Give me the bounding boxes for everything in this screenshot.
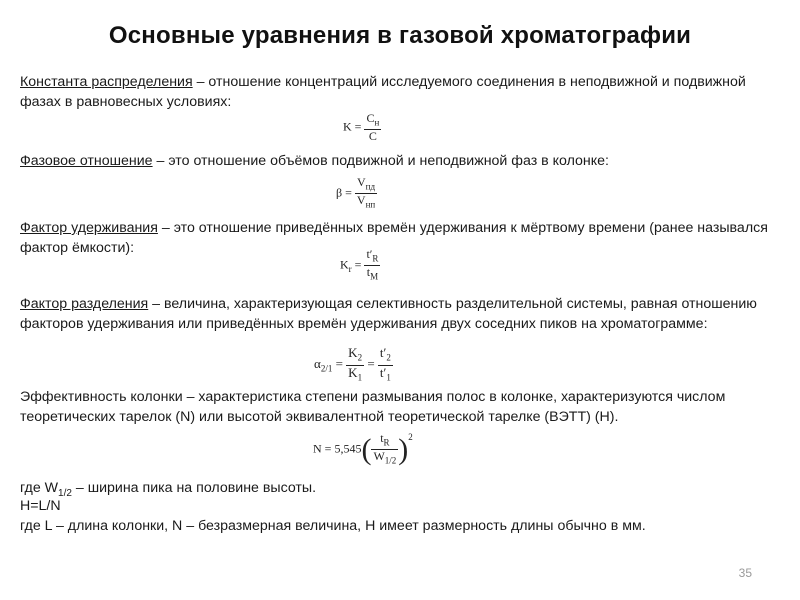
left-bracket-glyph: ( [361, 432, 372, 466]
partition-paragraph [20, 72, 780, 112]
partition-formula [343, 112, 381, 143]
formula-lhs: K [343, 119, 352, 134]
efficiency-formula [313, 432, 413, 468]
retention-text: – это отношение приведённых времён удерживания к мёртвому времени (ранее назывался фактор ёмкости): [20, 220, 768, 256]
formula-lhs-sub: 2/1 [320, 363, 333, 374]
right-bracket-glyph: ) [398, 432, 409, 466]
phase-ratio-formula [336, 176, 377, 212]
formula-coefficient: 5,545 [334, 441, 362, 456]
formula-fraction [355, 176, 377, 212]
formula-den: V [356, 193, 366, 208]
formula-eq: = [354, 119, 362, 134]
formula-fraction [364, 112, 381, 143]
formula-fraction [364, 248, 380, 284]
formula-num: t′ [379, 345, 387, 360]
formula-eq: = [335, 356, 343, 372]
formula-num-sub: н [374, 117, 380, 128]
formula-den-sub: 1/2 [384, 455, 397, 466]
separation-paragraph [20, 294, 780, 334]
phase-ratio-paragraph [20, 151, 780, 171]
retention-formula [340, 248, 380, 284]
formula-num: V [357, 175, 366, 189]
notes-line-1-post: – ширина пика на половине высоты. [71, 480, 317, 496]
formula-den-sub: 1 [357, 372, 363, 383]
formula-den: t′ [379, 364, 387, 380]
formula-lhs-sub: r [348, 264, 352, 275]
formula-fraction-2 [378, 346, 393, 384]
formula-num: K [348, 345, 358, 360]
formula-num-sub: R [372, 253, 379, 264]
formula-eq: = [345, 185, 352, 200]
formula-eq: = [354, 257, 362, 272]
formula-num-sub: R [383, 437, 390, 448]
formula-den: C [368, 129, 377, 144]
formula-den-sub: M [370, 271, 379, 282]
formula-num-sub: 2 [386, 352, 391, 363]
slide-title: Основные уравнения в газовой хроматографии [108, 22, 692, 49]
formula-num-sub: пд [365, 181, 376, 192]
retention-term: Фактор удерживания [20, 220, 158, 236]
separation-text: – величина, характеризующая селективность разделительной системы, равная отношению факторов удерживания или приведённых времён удерживания двух соседних пиков на хроматограмме: [20, 296, 757, 332]
notes-line-1-sub: 1/2 [58, 487, 72, 499]
formula-num-sub: 2 [357, 352, 363, 363]
partition-term: Константа распределения [20, 74, 193, 90]
formula-lhs: N [313, 441, 322, 456]
phase-ratio-text: – это отношение объёмов подвижной и неподвижной фаз в колонке: [152, 153, 609, 169]
formula-den-sub: нп [365, 199, 376, 210]
formula-eq-2: = [367, 356, 375, 372]
retention-paragraph [20, 218, 780, 258]
phase-ratio-term: Фазовое отношение [20, 153, 153, 169]
partition-text: – отношение концентраций исследуемого соединения в неподвижной и подвижной фазах в равновесных условиях: [20, 74, 746, 110]
efficiency-paragraph: Эффективность колонки – характеристика степени размывания полос в колонке, характеризуются числом теоретических тарелок (N) или высотой эквивалентной теоретической тарелке (ВЭТТ) (H). [20, 389, 726, 425]
formula-fraction-1 [346, 346, 364, 384]
separation-term: Фактор разделения [20, 296, 149, 312]
formula-den: K [348, 364, 358, 380]
notes-line-1-pre: где W [20, 480, 59, 496]
formula-eq: = [324, 441, 332, 456]
formula-num: C [366, 111, 375, 125]
formula-power: 2 [408, 432, 413, 442]
notes-line-3: где L – длина колонки, N – безразмерная величина, H имеет размерность длины обычно в мм. [20, 518, 646, 534]
formula-lhs: K [340, 257, 349, 272]
notes-line-2: H=L/N [20, 498, 61, 514]
formula-den: W [373, 449, 385, 464]
formula-lhs: α [314, 356, 321, 372]
formula-fraction [371, 432, 398, 468]
formula-num: t [380, 431, 384, 445]
page-number: 35 [738, 566, 752, 580]
formula-num: t′ [366, 247, 373, 261]
formula-den-sub: 1 [386, 372, 391, 383]
separation-formula [314, 346, 393, 384]
formula-den: t [366, 265, 371, 280]
formula-lhs: β [336, 185, 343, 200]
